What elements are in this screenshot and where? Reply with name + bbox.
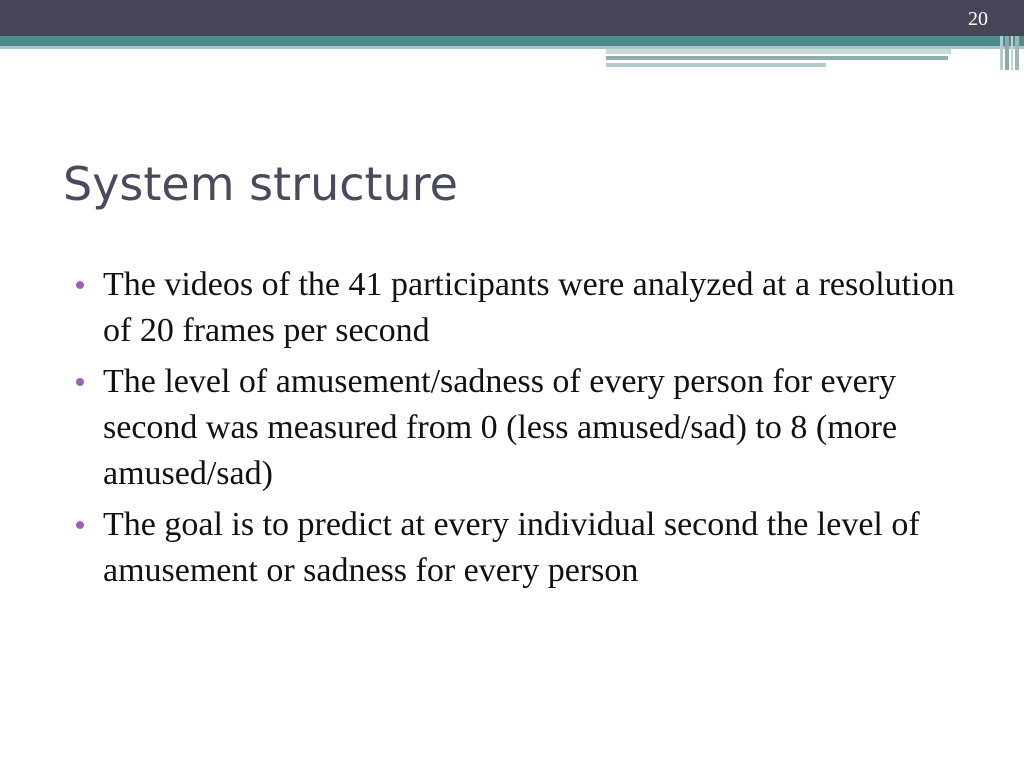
header-band xyxy=(0,0,1024,36)
bullet-item xyxy=(72,502,972,594)
header-teal-stripe xyxy=(0,36,1024,46)
slide-number: 20 xyxy=(968,8,988,30)
header-vertical-bar xyxy=(1000,36,1003,70)
header-accent-line xyxy=(606,49,951,54)
bullet-text: The goal is to predict at every individual second the level of amusement or sadness for every person xyxy=(103,506,920,589)
header-vertical-bar xyxy=(1005,36,1009,70)
bullet-dot-icon xyxy=(76,521,84,529)
bullet-text: The videos of the 41 participants were analyzed at a resolution of 20 frames per second xyxy=(103,266,955,349)
header-vertical-bar xyxy=(1015,36,1019,70)
header-accent-line xyxy=(606,56,948,60)
bullet-item xyxy=(72,262,972,354)
bullet-dot-icon xyxy=(76,281,84,289)
bullet-list xyxy=(72,262,972,599)
bullet-text: The level of amusement/sadness of every person for every second was measured from 0 (less amused/sad) to 8 (more amused/sad) xyxy=(103,363,898,492)
slide-title: System structure xyxy=(63,157,458,211)
bullet-item xyxy=(72,359,972,497)
header-vertical-bar xyxy=(1011,36,1013,70)
header-accent-line xyxy=(606,63,826,67)
bullet-dot-icon xyxy=(76,378,84,386)
